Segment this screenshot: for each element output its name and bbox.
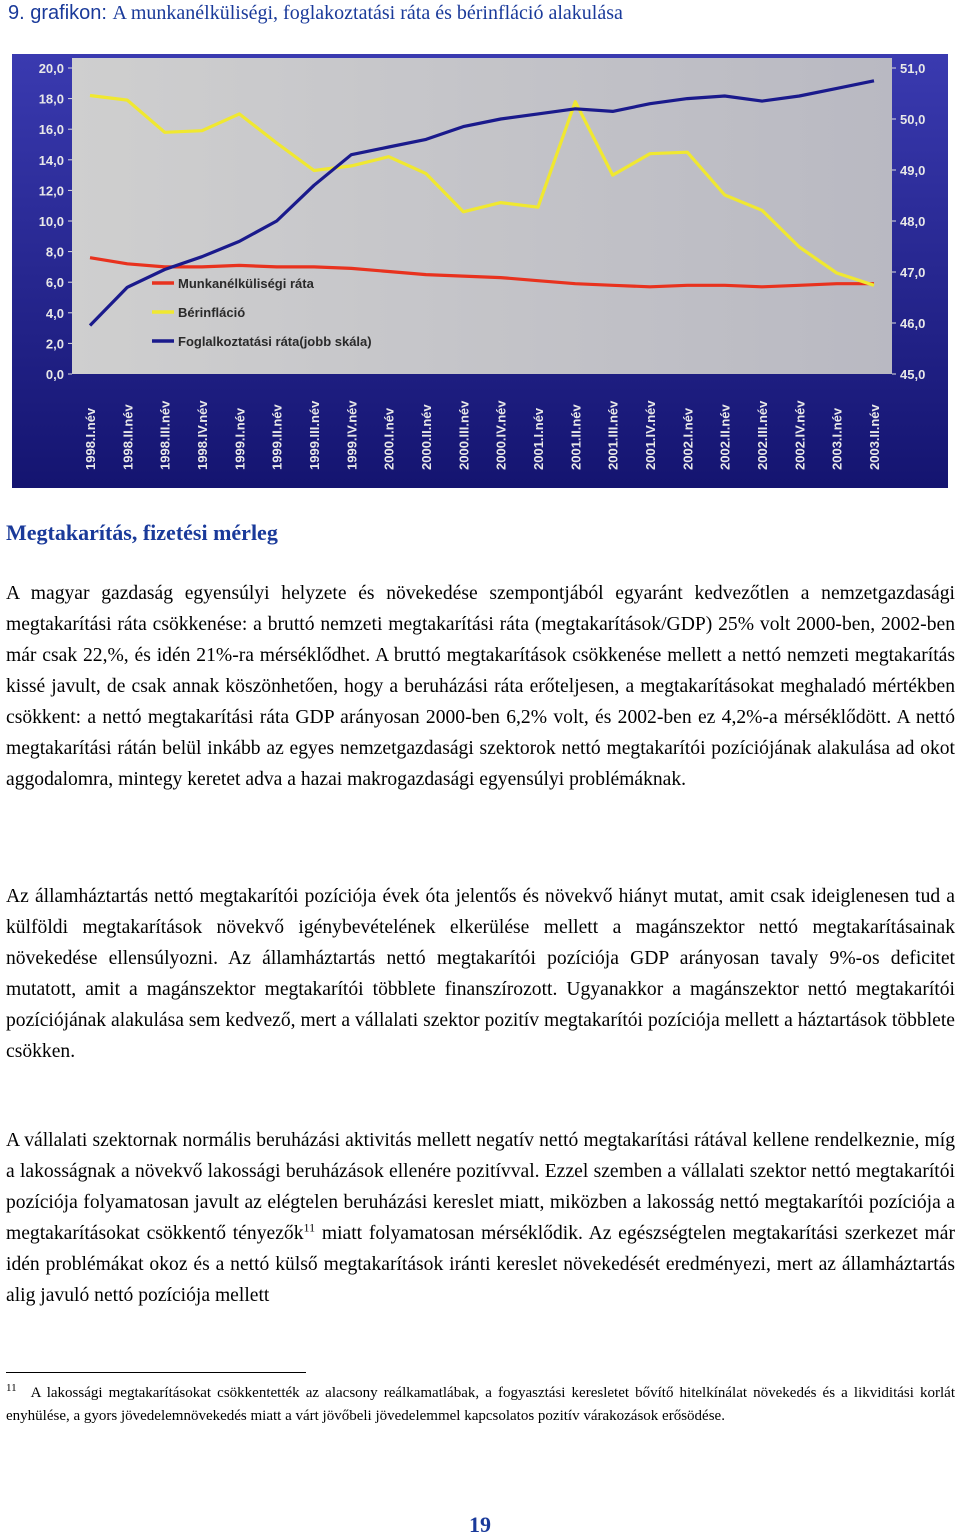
x-axis-tick-label: 1999.III.név: [307, 400, 322, 470]
right-axis-tick-label: 45,0: [900, 367, 926, 382]
legend-label-employment-rate: Foglalkoztatási ráta(jobb skála): [178, 334, 372, 349]
x-axis-tick-label: 1998.IV.név: [195, 400, 210, 470]
x-axis-tick-label: 2002.II.név: [717, 404, 733, 470]
x-axis-tick-label: 1998.III.név: [157, 400, 173, 470]
footnote-reference[interactable]: 11: [303, 1220, 316, 1235]
right-axis-tick-label: 51,0: [900, 61, 926, 76]
x-axis-tick-label: 1999.II.név: [269, 404, 285, 470]
left-axis-tick-label: 14,0: [38, 152, 64, 168]
right-axis-tick-label: 50,0: [900, 112, 926, 127]
left-axis-tick-label: 12,0: [38, 183, 64, 199]
x-axis-tick-label: 2003.II.név: [867, 404, 882, 470]
x-axis-tick-label: 1998.I.név: [83, 407, 98, 470]
right-axis-tick-label: 49,0: [900, 163, 926, 178]
x-axis-tick-label: 1999.I.név: [232, 407, 248, 470]
left-axis-tick-label: 10,0: [38, 214, 64, 229]
x-axis-tick-label: 2001.II.név: [568, 404, 584, 470]
x-axis-tick-label: 2001.I.név: [531, 407, 546, 470]
x-axis-tick-label: 2002.IV.név: [792, 400, 808, 470]
footnote-text: A lakossági megtakarításokat csökkentették az alacsony reálkamatlábak, a fogyasztási keresletet bővítő hitelkínálat növekedés és a likviditási korlát enyhülése, a gyors jövedelemnövekedés miatt a várt jövőbeli jövedelemmel kapcsolatos pozitív várakozások erősödése.: [6, 1385, 955, 1424]
x-axis-tick-label: 2002.I.név: [680, 407, 696, 470]
left-axis-tick-label: 4,0: [45, 305, 64, 321]
footnote: [6, 1382, 955, 1427]
x-axis-tick-label: 2000.III.név: [456, 400, 472, 470]
figure-title: [8, 2, 623, 25]
section-heading: Megtakarítás, fizetési mérleg: [6, 520, 278, 545]
x-axis-tick-label: 2003.I.név: [829, 407, 845, 470]
left-axis-tick-label: 16,0: [38, 122, 64, 138]
right-axis-tick-label: 48,0: [900, 214, 926, 229]
figure-number: 9. grafikon:: [8, 2, 107, 24]
figure-title-text: A munkanélküliségi, foglakoztatási ráta és bérinfláció alakulása: [112, 2, 623, 24]
left-axis-tick-label: 8,0: [45, 244, 64, 260]
legend-label-wage-inflation: Bérinfláció: [178, 305, 246, 320]
left-axis-tick-label: 0,0: [45, 367, 64, 382]
x-axis-tick-label: 2001.IV.név: [643, 400, 658, 470]
line-chart: [12, 54, 948, 488]
x-axis-tick-label: 2000.IV.név: [493, 400, 509, 470]
paragraph-savings-rate: A magyar gazdaság egyensúlyi helyzete és növekedése szempontjából egyaránt kedvezőtlen a nemzetgazdasági megtakarítási ráta csökkenése: a bruttó nemzeti megtakarítási ráta (megtakarítások/GDP) 25% volt 2000-ben, 2002-ben már csak 22,%, és idén 21%-ra mérséklődhet. A bruttó megtakarítások csökkenése mellett a nettó nemzeti megtakarítás kissé javult, de csak annak köszönhetően, hogy a beruházási ráta erőteljesen, a megtakarításokat meghaladó mértékben csökkent: a nettó megtakarítási ráta GDP arányosan 2000-ben 6,2% volt, és 2002-ben ez 4,2%-a mérséklődött. A nettó megtakarítási rátán belül inkább az egyes nemzetgazdasági szektorok nettó megtakarítói pozíciójának alakulása ad okot aggodalomra, mintegy keretet adva a hazai makrogazdasági egyensúlyi problémáknak.: [6, 583, 955, 790]
footnote-divider: [6, 1372, 306, 1373]
legend-label-unemployment: Munkanélküliségi ráta: [178, 276, 314, 291]
paragraph-government-position: Az államháztartás nettó megtakarítói pozíciója évek óta jelentős és növekvő hiányt mutat, amit csak ideiglenesen tud a külföldi megtakarítások növekvő igénybevételének elkerülése mellett a magánszektor nettó megtakarításainak növekedése ellensúlyozni. Az államháztartás nettó megtakarítói pozíciója GDP arányosan tavaly 9%-os deficitet mutatott, amit a magánszektor megtakarítói többlete finanszírozott. Ugyanakkor a magánszektor nettó megtakarítói pozíciójának alakulása sem kedvező, mert a vállalati szektor pozitív megtakarítói pozíciója mellett a háztartások többlete csökken.: [6, 886, 955, 1062]
left-axis-tick-label: 18,0: [38, 91, 64, 107]
left-axis-tick-label: 2,0: [45, 336, 64, 352]
paragraph-corporate-sector-part1: A vállalati szektornak normális beruházási aktivitás mellett negatív nettó megtakarítási rátával kellene rendelkeznie, míg a lakosságnak a növekvő lakossági beruházások ellenére pozitívval. Ezzel szemben a vállalati szektor nettó megtakarítói pozíciója folyamatosan javult az elégtelen beruházási kereslet miatt, miközben a lakosság nettó megtakarítói pozíciója a megtakarításokat csökkentő tényezők: [6, 1130, 955, 1244]
x-axis-tick-label: 2002.III.név: [755, 400, 770, 470]
x-axis-tick-label: 2000.II.név: [419, 404, 434, 470]
left-axis-tick-label: 6,0: [45, 275, 64, 291]
x-axis-tick-label: 2000.I.név: [381, 407, 397, 470]
paragraph-corporate-sector: [6, 1125, 955, 1311]
left-axis-tick-label: 20,0: [38, 61, 64, 76]
page-number: 19: [469, 1512, 491, 1537]
x-axis-tick-label: 1999.IV.név: [344, 400, 360, 470]
paragraph-corporate-sector-part2: miatt folyamatosan mérséklődik. Az egészségtelen megtakarítási szerkezet már idén problémákat okoz és a nettó külső megtakarítások iránti kereslet növekedését eredményezi, mert az államháztartás alig javuló nettó pozíciója mellett: [6, 1223, 956, 1306]
x-axis-tick-label: 1998.II.név: [120, 404, 136, 470]
right-axis-tick-label: 46,0: [900, 316, 926, 331]
x-axis-tick-label: 2001.III.név: [605, 400, 621, 470]
right-axis-tick-label: 47,0: [900, 265, 926, 280]
footnote-number: 11: [6, 1382, 17, 1394]
